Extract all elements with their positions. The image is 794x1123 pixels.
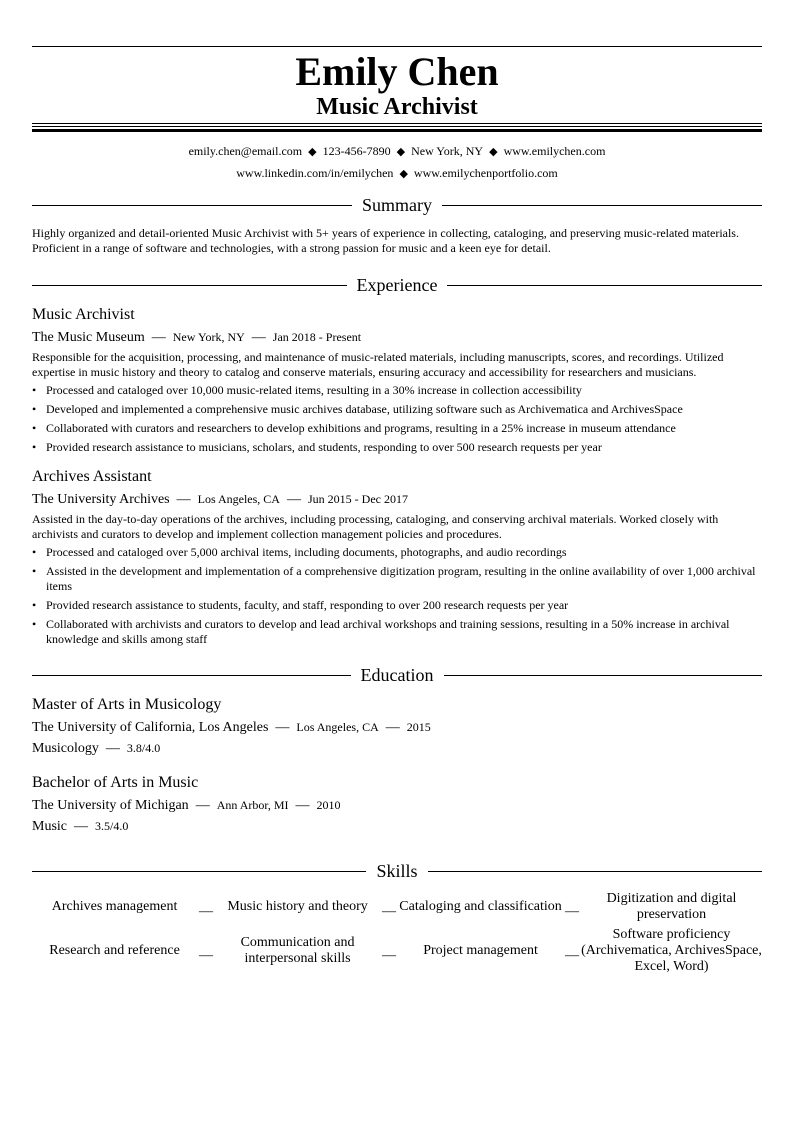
divider-line: [447, 285, 762, 286]
job-bullets: [32, 383, 762, 455]
skill-item: Digitization and digital preservation: [606, 891, 737, 922]
diamond-separator-icon: ◆: [396, 146, 406, 158]
graduation-year: 2010: [316, 798, 341, 812]
resume-page: [32, 46, 762, 979]
summary-text: Highly organized and detail-oriented Music Archivist with 5+ years of experience in collecting, cataloging, and preserving music-related materials. Proficient in a range of software and technologies, with a strong passion for music and a keen eye for detail.: [32, 226, 739, 255]
list-item: [32, 598, 762, 613]
header-rule-thin: [32, 123, 762, 124]
job-location: Los Angeles, CA: [197, 492, 280, 506]
skill-item: Cataloging and classification: [399, 899, 562, 914]
list-item: [32, 564, 762, 594]
divider-line: [444, 675, 763, 676]
header-rule-mid: [32, 126, 762, 127]
bullet-icon: •: [32, 421, 37, 435]
job-org-line: [32, 489, 762, 510]
skills-row: [32, 923, 762, 979]
bullet-text: Assisted in the development and implementation of a comprehensive digitization program, resulting in the online availability of over 1,000 archival items: [46, 564, 756, 593]
school-line: [32, 795, 762, 816]
school-location: Los Angeles, CA: [296, 720, 379, 734]
field-of-study: Music: [32, 819, 67, 834]
bullet-icon: •: [32, 402, 37, 416]
job-entry: [32, 305, 762, 455]
skills-heading: [32, 859, 762, 883]
contact-linkedin[interactable]: www.linkedin.com/in/emilychen: [236, 166, 394, 180]
bullet-text: Provided research assistance to students, faculty, and staff, responding to over 200 research requests per year: [46, 598, 569, 612]
education-entry: [32, 695, 762, 759]
diamond-separator-icon: ◆: [399, 168, 408, 180]
job-dates: Jan 2018 - Present: [272, 330, 362, 344]
skill-item: Archives management: [51, 899, 178, 914]
bullet-text: Processed and cataloged over 10,000 music-related items, resulting in a 30% increase in collection accessibility: [46, 383, 582, 397]
school-line: [32, 717, 762, 738]
education-entry: [32, 773, 762, 837]
bullet-icon: •: [32, 383, 37, 397]
list-item: [32, 421, 762, 436]
dash-separator: —: [275, 720, 290, 735]
bullet-icon: •: [32, 598, 37, 612]
bullet-icon: •: [32, 440, 37, 454]
list-item: [32, 383, 762, 398]
divider-line: [32, 205, 352, 206]
bullet-icon: •: [32, 617, 37, 631]
dash-separator: —: [195, 798, 210, 813]
graduation-year: 2015: [406, 720, 431, 734]
summary-heading: [32, 193, 762, 217]
dash-separator: —: [74, 819, 88, 834]
dash-separator: —: [295, 798, 310, 813]
dash-separator: —: [151, 330, 166, 345]
bullet-text: Processed and cataloged over 5,000 archival items, including documents, photographs, and audio recordings: [46, 545, 567, 559]
skills-row: [32, 891, 762, 923]
job-title: Music Archivist: [32, 306, 135, 323]
field-line: [32, 816, 762, 837]
section-label: Summary: [362, 195, 432, 215]
bullet-text: Developed and implemented a comprehensive music archives database, utilizing software such as Archivematica and ArchivesSpace: [46, 402, 683, 416]
contact-portfolio[interactable]: www.emilychenportfolio.com: [413, 166, 558, 180]
experience-heading: [32, 273, 762, 297]
dash-separator: —: [286, 492, 301, 507]
divider-line: [32, 285, 347, 286]
school-name: The University of California, Los Angeles: [32, 720, 269, 735]
dash-separator: —: [565, 904, 580, 919]
list-item: [32, 545, 762, 560]
bullet-icon: •: [32, 564, 37, 578]
job-description: Responsible for the acquisition, processing, and maintenance of music-related materials, including manuscripts, scores, and recordings. Utilized expertise in music history and theory to catalog and conserve materials, ensuring accuracy and accessibility for researchers and musicians.: [32, 350, 724, 379]
job-dates: Jun 2015 - Dec 2017: [307, 492, 408, 506]
skill-item: Music history and theory: [227, 899, 368, 914]
section-label: Experience: [356, 275, 438, 295]
contact-email[interactable]: emily.chen@email.com: [188, 144, 303, 158]
divider-line: [32, 871, 366, 872]
dash-separator: —: [251, 330, 266, 345]
field-of-study: Musicology: [32, 741, 99, 756]
section-label: Education: [360, 665, 434, 685]
job-description: Assisted in the day-to-day operations of the archives, including processing, cataloging, and conserving archival materials. Worked closely with archivists and curators to develop and implement collection management policies and procedures.: [32, 512, 719, 541]
skill-item: Communication and interpersonal skills: [240, 935, 355, 966]
skill-item: Project management: [423, 943, 538, 958]
bullet-text: Provided research assistance to musicians, scholars, and students, responding to over 500 research requests per year: [46, 440, 602, 454]
job-org-line: [32, 327, 762, 348]
divider-line: [442, 205, 762, 206]
dash-separator: —: [199, 904, 214, 919]
job-entry: [32, 467, 762, 647]
school-location: Ann Arbor, MI: [216, 798, 289, 812]
education-heading: [32, 663, 762, 687]
diamond-separator-icon: ◆: [489, 146, 498, 158]
job-location: New York, NY: [172, 330, 245, 344]
contact-line-1: [32, 141, 762, 163]
header-rule-thick: [32, 129, 762, 132]
bullet-text: Collaborated with curators and researchers to develop exhibitions and programs, resulting in a 25% increase in museum attendance: [46, 421, 676, 435]
dash-separator: —: [565, 948, 580, 963]
dash-separator: —: [176, 492, 191, 507]
bullet-text: Collaborated with archivists and curators to develop and lead archival workshops and training sessions, resulting in a 50% increase in archival knowledge and skills among staff: [46, 617, 730, 646]
dash-separator: —: [385, 720, 400, 735]
dash-separator: —: [105, 741, 120, 756]
job-bullets: [32, 545, 762, 647]
degree-title: Master of Arts in Musicology: [32, 696, 222, 713]
candidate-name: Emily Chen: [295, 49, 499, 94]
list-item: [32, 402, 762, 417]
diamond-separator-icon: ◆: [308, 146, 317, 158]
skill-item: Software proficiency (Archivematica, ArchivesSpace, Excel, Word): [581, 927, 762, 974]
job-title: Archives Assistant: [32, 468, 152, 485]
divider-line: [32, 675, 351, 676]
degree-title: Bachelor of Arts in Music: [32, 774, 199, 791]
contact-website[interactable]: www.emilychen.com: [503, 144, 606, 158]
list-item: [32, 617, 762, 647]
candidate-title: Music Archivist: [316, 94, 478, 120]
gpa: 3.5/4.0: [95, 819, 129, 833]
bullet-icon: •: [32, 545, 37, 559]
top-rule: [32, 46, 762, 47]
skills-grid: [32, 891, 762, 979]
section-label: Skills: [376, 861, 418, 881]
field-line: [32, 738, 762, 759]
school-name: The University of Michigan: [32, 798, 189, 813]
job-org: The Music Museum: [32, 330, 145, 345]
list-item: [32, 440, 762, 455]
skill-item: Research and reference: [49, 943, 180, 958]
dash-separator: —: [382, 948, 397, 963]
job-org: The University Archives: [32, 492, 170, 507]
divider-line: [428, 871, 762, 872]
gpa: 3.8/4.0: [126, 741, 161, 755]
contact-line-2: [32, 163, 762, 185]
contact-location: New York, NY: [411, 144, 484, 158]
dash-separator: —: [382, 904, 397, 919]
dash-separator: —: [199, 948, 214, 963]
contact-phone[interactable]: 123-456-7890: [322, 144, 391, 158]
